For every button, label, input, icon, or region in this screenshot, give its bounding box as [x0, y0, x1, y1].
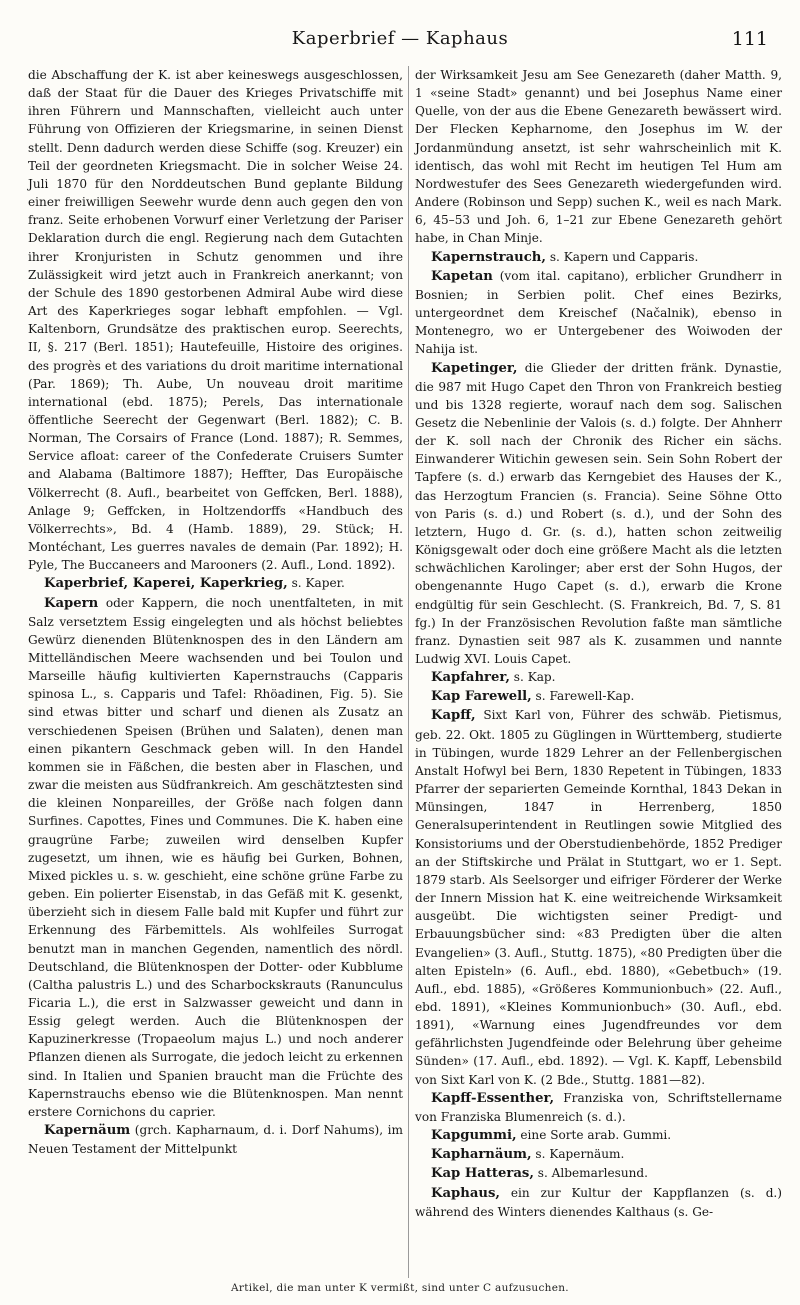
entry-text: Sixt Karl von, Führer des schwäb. Pietismus, geb. 22. Okt. 1805 zu Güglingen in Württemberg, studierte in Tübingen, wurde 1829 Lehrer an der Fellenbergischen Anstalt Hofwyl bei Bern, 1830 Repetent in Tübingen, 1833 Pfarrer der separierten Gemeinde Kornthal, 1843 Dekan in Münsingen, 1847 in Herrenberg, 1850 Generalsuperintendent in Reutlingen sowie Mitglied des Konsistoriums und der Oberstudienbehörde, 1852 Prediger an der Stiftskirche und Prälat in Stuttgart, wo er 1. Sept. 1879 starb. Als Seelsorger und eifriger Förderer der Werke der Innern Mission hat K. eine weitreichende Wirksamkeit ausgeübt. Die wichtigsten seiner Predigt- und Erbauungsbücher sind: «83 Predigten über die alten Evangelien» (3. Aufl., Stuttg. 1875), «80 Predigten über die alten Episteln» (6. Aufl., ebd. 1880), «Gebetbuch» (19. Aufl., ebd. 1885), «Größeres Kommunionbuch» (22. Aufl., ebd. 1891), «Kleines Kommunionbuch» (30. Aufl., ebd. 1891), «Warnung eines Jugendfreundes vor dem gefährlichsten Jugendfeinde oder Belehrung über geheime Sünden» (17. Aufl., ebd. 1892). — Vgl. K. Kapff, Lebensbild von Sixt Karl von K. (2 Bde., Stuttg. 1881—82).	[415, 708, 782, 1087]
entry-kapern	[28, 594, 403, 1122]
entry-text: s. Albemarlesund.	[533, 1166, 648, 1181]
entry-text: der Wirksamkeit Jesu am See Genezareth (daher Matth. 9, 1 «seine Stadt» genannt) und bei Josephus Name einer Quelle, von der aus die Ebene Genezareth bewässert wird. Der Flecken Kepharnome, den Josephus im W. der Jordanmündung ansetzt, ist sehr wahrscheinlich mit K. identisch, das wohl mit Recht im heutigen Tel Hum am Nordwestufer des Sees Genezareth wiedergefunden wird. Andere (Robinson und Sepp) suchen K., weil es nach Mark. 6, 45–53 und Joh. 6, 1–21 zur Ebene Genezareth gehört habe, in Chan Minje.	[415, 68, 782, 246]
entry-kapff-essenther	[415, 1089, 782, 1126]
entry-kapff	[415, 706, 782, 1088]
page-number: 111	[731, 28, 768, 50]
headword: Kapff-Essenther,	[431, 1090, 555, 1106]
entry-text: eine Sorte arab. Gummi.	[516, 1128, 672, 1143]
headword: Kapharnäum,	[431, 1147, 532, 1163]
headword: Kapetinger,	[431, 360, 518, 376]
entry-kapharnaeum	[415, 1145, 782, 1164]
entry-text: die Glieder der dritten fränk. Dynastie, die 987 mit Hugo Capet den Thron von Frankreich bestieg und bis 1328 regierte, worauf nach dem sog. Salischen Gesetz die Nebenlinie der Valois (s. d.) folgte. Der Ahnherr der K. soll nach der Chronik des Richer ein sächs. Einwanderer Witichin gewesen sein. Sein Sohn Robert der Tapfere (s. d.) erwarb das Kerngebiet des Hauses der K., das Herzogtum Francien (s. Francia). Seine Söhne Otto von Paris (s. d.) und Robert (s. d.), und der Sohn des letztern, Hugo d. Gr. (s. d.), hatten schon zeitweilig Königsgewalt oder doch eine größere Macht als die letzten schwächlichen Karolinger; aber erst der Sohn Hugos, der obengenannte Hugo Capet (s. d.), erwarb die Krone endgültig für sein Geschlecht. (S. Frankreich, Bd. 7, S. 81 fg.) In der Französischen Revolution faßte man sämtliche franz. Dynastien seit 987 als K. zusammen und nannte Ludwig XVI. Louis Capet.	[415, 360, 782, 666]
entry-text: ein zur Kultur der Kappflanzen (s. d.) während des Winters dienendes Kalthaus (s. Ge-	[415, 1185, 782, 1219]
entry-text: s. Kaper.	[287, 576, 345, 591]
entry-continuation	[415, 66, 782, 248]
entry-text: s. Kapernäum.	[531, 1147, 625, 1162]
headword: Kapetan	[431, 268, 493, 284]
headword: Kap Farewell,	[431, 689, 532, 705]
entry-kapetan	[415, 267, 782, 359]
headword: Kapff,	[431, 708, 476, 724]
headword: Kapern	[44, 595, 99, 611]
entry-kapetinger	[415, 359, 782, 669]
running-head: Kaperbrief — Kaphaus	[291, 28, 509, 49]
entry-text: oder Kappern, die noch unentfalteten, in mit Salz versetztem Essig eingelegten und als höchst beliebtes Gewürz dienenden Blütenknospen des in den Ländern am Mittelländischen Meere wachsenden und bei Toulon und Marseille häufig kultivierten Kapernstrauchs (Capparis spinosa L., s. Capparis und Tafel: Rhöadinen, Fig. 5). Sie sind etwas bitter und scharf und dienen als Zusatz an verschiedenen Speisen (Brühen und Salaten), denen man einen pikantern Geschmack geben will. In den Handel kommen sie in Fäßchen, die besten aber in Flaschen, und zwar die meisten aus Südfrankreich. Am geschätztesten sind die kleinen Nonpareilles, der Größe nach folgen dann Surfines. Capottes, Fines und Communes. Die K. haben eine graugrüne Farbe; zuweilen wird denselben Kupfer zugesetzt, um ihnen, wie es häufig bei Gurken, Bohnen, Mixed pickles u. s. w. geschieht, eine schöne grüne Farbe zu geben. Ein polierter Eisenstab, in das Gefäß mit K. gesenkt, überzieht sich in diesem Falle bald mit Kupfer und führt zur Erkennung des Färbemittels. Als wohlfeiles Surrogat benutzt man in manchen Gegenden, namentlich des nördl. Deutschland, die Blütenknospen der Dotter- oder Kubblume (Caltha palustris L.) und des Scharbockskrauts (Ranunculus Ficaria L.), die erst in Salzwasser geweicht und dann in Essig gelegt werden. Auch die Blütenknospen der Kapuzinerkresse (Tropaeolum majus L.) und noch anderer Pflanzen dienen als Surrogate, die jedoch leicht zu erkennen sind. In Italien und Spanien braucht man die Früchte des Kapernstrauchs ebenso wie die Blütenknospen. Man nennt erstere Cornichons du caprier.	[28, 595, 403, 1119]
page-header	[20, 28, 780, 58]
entry-text: Franziska von, Schriftstellername von Franziska Blumenreich (s. d.).	[415, 1090, 782, 1124]
headword: Kaperbrief, Kaperei, Kaperkrieg,	[44, 576, 288, 592]
entry-text: s. Kap.	[509, 670, 556, 685]
headword: Kapgummi,	[431, 1128, 517, 1144]
entry-kap-hatteras	[415, 1164, 782, 1183]
entry-text: die Abschaffung der K. ist aber keineswegs ausgeschlossen, daß der Staat für die Dauer des Krieges Privatschiffe mit ihren Führern und Mannschaften, vielleicht auch unter Führung von Offizieren der Kriegsmarine, in seinen Dienst stellt. Denn dadurch werden diese Schiffe (sog. Kreuzer) ein Teil der geordneten Kriegsmacht. Die in solcher Weise 24. Juli 1870 für den Norddeutschen Bund geplante Bildung einer freiwilligen Seewehr wurde denn auch gegen den von franz. Seite erhobenen Vorwurf einer Verletzung der Pariser Deklaration durch die engl. Regierung nach dem Gutachten ihrer Kronjuristen in Schutz genommen und ihre Zulässigkeit wird jetzt auch in Frankreich anerkannt; von der Schule des 1890 gestorbenen Admiral Aube wird diese Art des Kaperkrieges sogar lebhaft empfohlen. — Vgl. Kaltenborn, Grundsätze des praktischen europ. Seerechts, II, §. 217 (Berl. 1851); Hautefeuille, Histoire des origines. des progrès et des variations du droit maritime international (Par. 1869); Th. Aube, Un nouveau droit maritime international (ebd. 1875); Perels, Das internationale öffentliche Seerecht der Gegenwart (Berl. 1882); C. B. Norman, The Corsairs of France (Lond. 1887); R. Semmes, Service afloat: career of the Confederate Cruisers Sumter and Alabama (Baltimore 1887); Heffter, Das Europäische Völkerrecht (8. Aufl., bearbeitet von Geffcken, Berl. 1888), Anlage 9; Geffcken, in Holtzendorffs «Handbuch des Völkerrechts», Bd. 4 (Hamb. 1889), 29. Stück; H. Montéchant, Les guerres navales de demain (Par. 1892); H. Pyle, The Buccaneers and Marooners (2. Aufl., Lond. 1892).	[28, 68, 403, 573]
entry-text: (vom ital. capitano), erblicher Grundherr in Bosnien; in Serbien polit. Chef eines Bezirks, untergeordnet dem Kreischef (Načalnik), ebenso in Montenegro, wo er Untergebener des Woiwoden der Nahija ist.	[415, 268, 782, 357]
entry-kap-farewell	[415, 687, 782, 706]
entry-continuation	[28, 66, 403, 574]
entry-kapgummi	[415, 1126, 782, 1145]
headword: Kapfahrer,	[431, 670, 510, 686]
page-footer-note: Artikel, die man unter K vermißt, sind unter C aufzusuchen.	[231, 1282, 569, 1294]
entry-kapernstrauch	[415, 248, 782, 267]
entry-text: s. Farewell-Kap.	[531, 689, 635, 704]
entry-kaperbrief	[28, 574, 403, 593]
left-column	[28, 66, 403, 1158]
entry-text: (grch. Kapharnaum, d. i. Dorf Nahums), im Neuen Testament der Mittelpunkt	[28, 1123, 403, 1157]
entry-kapernaeum	[28, 1121, 403, 1158]
column-divider	[408, 66, 409, 1278]
entry-kaphaus	[415, 1184, 782, 1221]
headword: Kap Hatteras,	[431, 1166, 534, 1182]
headword: Kaphaus,	[431, 1185, 500, 1201]
entry-text: s. Kapern und Capparis.	[545, 249, 699, 264]
right-column	[415, 66, 782, 1221]
headword: Kapernstrauch,	[431, 249, 546, 265]
entry-kapfahrer	[415, 668, 782, 687]
headword: Kapernäum	[44, 1123, 131, 1139]
